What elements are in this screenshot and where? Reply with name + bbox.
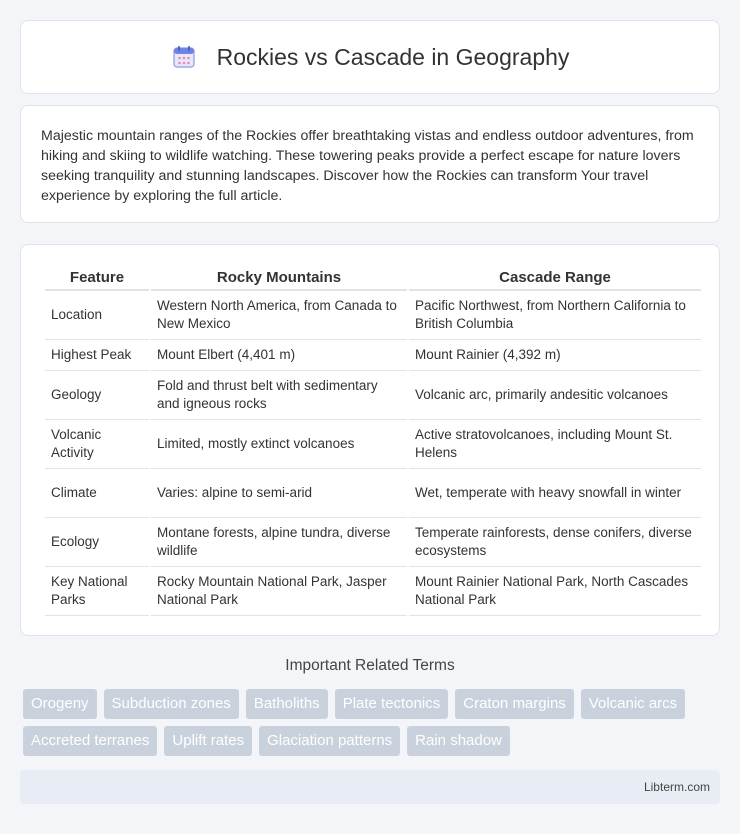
- comparison-card: [20, 244, 720, 636]
- related-terms-list: [23, 689, 723, 756]
- table-cell: Pacific Northwest, from Northern California to British Columbia: [409, 291, 701, 340]
- footer-link[interactable]: Libterm.com: [643, 780, 710, 794]
- table-row: [45, 420, 701, 469]
- table-cell: Highest Peak: [45, 340, 149, 371]
- table-cell: Climate: [45, 469, 149, 518]
- table-cell: Fold and thrust belt with sedimentary and igneous rocks: [151, 371, 407, 420]
- table-cell: Volcanic Activity: [45, 420, 149, 469]
- table-cell: Key National Parks: [45, 567, 149, 616]
- table-cell: Western North America, from Canada to New Mexico: [151, 291, 407, 340]
- intro-card: [20, 105, 720, 223]
- intro-text: Majestic mountain ranges of the Rockies offer breathtaking vistas and endless outdoor adventures, from hiking and skiing to wildlife watching. These towering peaks provide a perfect escape for nature lovers seeking tranquility and stunning landscapes. Discover how the Rockies can transform Your travel experience by exploring the full article.: [41, 128, 694, 204]
- term-tag[interactable]: Plate tectonics: [335, 689, 449, 719]
- term-tag[interactable]: Glaciation patterns: [259, 726, 400, 756]
- term-tag[interactable]: Uplift rates: [164, 726, 252, 756]
- table-row: [45, 291, 701, 340]
- table-row: [45, 518, 701, 567]
- table-header: Feature: [45, 265, 149, 291]
- table-cell: Volcanic arc, primarily andesitic volcanoes: [409, 371, 701, 420]
- term-tag[interactable]: Rain shadow: [407, 726, 510, 756]
- page-title: Rockies vs Cascade in Geography: [216, 43, 570, 70]
- table-cell: Mount Rainier National Park, North Cascades National Park: [409, 567, 701, 616]
- table-cell: Temperate rainforests, dense conifers, diverse ecosystems: [409, 518, 701, 567]
- table-row: [45, 371, 701, 420]
- term-tag[interactable]: Accreted terranes: [23, 726, 157, 756]
- table-header-row: [45, 265, 701, 291]
- table-cell: Mount Elbert (4,401 m): [151, 340, 407, 371]
- comparison-table: [43, 265, 703, 616]
- table-header: Rocky Mountains: [151, 265, 407, 291]
- table-cell: Wet, temperate with heavy snowfall in winter: [409, 469, 701, 518]
- table-row: [45, 567, 701, 616]
- table-cell: Montane forests, alpine tundra, diverse wildlife: [151, 518, 407, 567]
- related-terms-title: Important Related Terms: [285, 657, 455, 674]
- table-cell: Location: [45, 291, 149, 340]
- table-row: [45, 469, 701, 518]
- calendar-icon: [171, 44, 197, 70]
- term-tag[interactable]: Craton margins: [455, 689, 574, 719]
- table-cell: Ecology: [45, 518, 149, 567]
- table-cell: Varies: alpine to semi-arid: [151, 469, 407, 518]
- table-cell: Active stratovolcanoes, including Mount St. Helens: [409, 420, 701, 469]
- header-card: [20, 20, 720, 94]
- table-cell: Rocky Mountain National Park, Jasper National Park: [151, 567, 407, 616]
- table-cell: Limited, mostly extinct volcanoes: [151, 420, 407, 469]
- term-tag[interactable]: Subduction zones: [104, 689, 239, 719]
- term-tag[interactable]: Volcanic arcs: [581, 689, 685, 719]
- table-cell: Geology: [45, 371, 149, 420]
- term-tag[interactable]: Orogeny: [23, 689, 97, 719]
- table-row: [45, 340, 701, 371]
- term-tag[interactable]: Batholiths: [246, 689, 328, 719]
- table-header: Cascade Range: [409, 265, 701, 291]
- footer: [20, 770, 720, 804]
- table-cell: Mount Rainier (4,392 m): [409, 340, 701, 371]
